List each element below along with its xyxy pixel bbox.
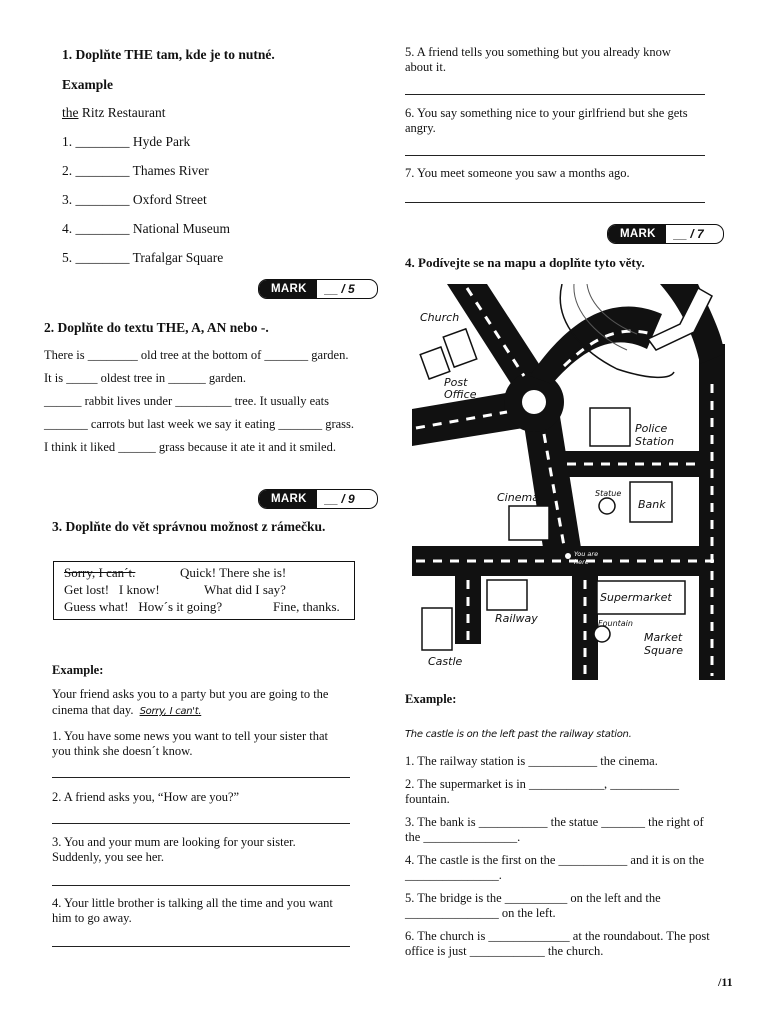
ex1-heading: 1. Doplňte THE tam, kde je to nutné. [62, 47, 275, 62]
ex3-item-2-line-1: 2. A friend asks you, “How are you?” [52, 790, 240, 804]
ex3-item-5-line-2: about it. [405, 60, 446, 74]
phrase-fine: Fine, thanks. [273, 599, 340, 614]
label-you-are-here-1: You are [574, 550, 599, 558]
road-middle [562, 451, 707, 477]
ex3-item-7-line-1: 7. You meet someone you saw a months ago. [405, 166, 630, 180]
you-are-here-icon [565, 553, 571, 559]
ex4-example-answer: The castle is on the left past the railway station. [405, 729, 632, 740]
label-cinema: Cinema [497, 491, 539, 504]
ex4-item-3-line-2: the _______________. [405, 830, 521, 844]
answer-line[interactable] [52, 777, 350, 778]
ex3-item-5-line-1: 5. A friend tells you something but you already know [405, 45, 671, 59]
phrase-sorry: Sorry, I can´t. [64, 565, 136, 580]
label-market-1: Market [644, 631, 683, 644]
label-bank: Bank [638, 498, 666, 511]
ex1-item-1: 1. ________ Hyde Park [62, 134, 191, 149]
ex3-heading: 3. Doplňte do vět správnou možnost z rámečku. [52, 519, 326, 534]
label-church: Church [420, 311, 460, 324]
label-railway: Railway [495, 612, 538, 625]
mark-label: MARK [259, 490, 317, 508]
ex1-item-4: 4. ________ National Museum [62, 221, 230, 236]
ex3-example-text-2-span: cinema that day. [52, 703, 134, 717]
phrase-guess: Guess what! How´s it going? [64, 599, 223, 614]
ex2-line-1: There is ________ old tree at the bottom of _______ garden. [44, 348, 349, 362]
ex3-mark-badge [607, 224, 724, 244]
ex3-item-3-line-2: Suddenly, you see her. [52, 850, 165, 864]
police-station-building [590, 408, 630, 446]
ex3-item-6-line-1: 6. You say something nice to your girlfriend but she gets [405, 106, 688, 120]
ex3-item-1-line-2: you think she doesn´t know. [52, 744, 193, 758]
ex4-item-2-line-2: fountain. [405, 792, 450, 806]
answer-line[interactable] [52, 823, 350, 824]
ex4-heading: 4. Podívejte se na mapu a doplňte tyto věty. [405, 255, 645, 270]
ex1-item-2: 2. ________ Thames River [62, 163, 209, 178]
label-castle: Castle [428, 655, 463, 668]
ex3-phrase-box [53, 561, 355, 620]
ex3-item-1-line-1: 1. You have some news you want to tell your sister that [52, 729, 329, 743]
ex1-example [62, 105, 165, 121]
label-fountain: Fountain [598, 619, 633, 628]
label-police-2: Station [635, 435, 675, 448]
ex2-line-2: It is _____ oldest tree in ______ garden. [44, 371, 247, 385]
ex4-example-label: Example: [405, 692, 457, 706]
ex3-example-text-1: Your friend asks you to a party but you are going to the [52, 687, 329, 701]
label-post-office-2: Office [444, 388, 477, 401]
cinema-building [509, 506, 549, 540]
answer-line[interactable] [52, 885, 350, 886]
ex3-item-3-line-1: 3. You and your mum are looking for your sister. [52, 835, 296, 849]
ex4-item-4-line-2: _______________. [405, 868, 502, 882]
ex1-example-article: the [62, 105, 79, 120]
label-you-are-here-2: here [574, 558, 589, 566]
ex3-example-label: Example: [52, 663, 104, 677]
castle-building [422, 608, 452, 650]
answer-line[interactable] [52, 946, 350, 947]
ex2-heading: 2. Doplňte do textu THE, A, AN nebo -. [44, 320, 269, 335]
ex3-item-4-line-1: 4. Your little brother is talking all the time and you want [52, 896, 333, 910]
label-statue: Statue [595, 489, 622, 498]
road-north-east [530, 307, 662, 384]
answer-line[interactable] [405, 155, 705, 156]
ex3-item-6-line-2: angry. [405, 121, 436, 135]
ex4-item-5-line-2: _______________ on the left. [405, 906, 556, 920]
road-south [572, 576, 598, 680]
phrase-what-did: What did I say? [204, 582, 286, 597]
ex2-mark-badge [258, 489, 378, 509]
mark-value: __ / 5 [324, 282, 355, 296]
total-score: /11 [718, 975, 733, 989]
ex2-line-5: I think it liked ______ grass because it ate it and it smiled. [44, 440, 336, 454]
ex1-item-3: 3. ________ Oxford Street [62, 192, 207, 207]
ex4-item-5-line-1: 5. The bridge is the __________ on the left and the [405, 891, 661, 905]
label-post-office-1: Post [444, 376, 468, 389]
ex4-item-6-line-2: office is just ____________ the church. [405, 944, 604, 958]
ex4-item-3-line-1: 3. The bank is ___________ the statue _______ the right of [405, 815, 704, 829]
ex2-line-4: _______ carrots but last week we say it eating _______ grass. [44, 417, 355, 431]
label-police-1: Police [635, 422, 668, 435]
phrase-get-lost: Get lost! I know! [64, 582, 160, 597]
answer-line[interactable] [405, 202, 705, 203]
railway-building [487, 580, 527, 610]
ex1-example-label: Example [62, 77, 114, 92]
ex1-mark-badge [258, 279, 378, 299]
ex1-example-rest: Ritz Restaurant [78, 105, 166, 120]
answer-line[interactable] [405, 94, 705, 95]
ex2-line-3: ______ rabbit lives under _________ tree. It usually eats [44, 394, 330, 408]
mark-label: MARK [608, 225, 666, 243]
label-market-2: Square [644, 644, 683, 657]
statue-icon [599, 498, 615, 514]
label-supermarket: Supermarket [600, 591, 672, 604]
mark-label: MARK [259, 280, 317, 298]
ex3-example-answer: Sorry, I can't. [139, 706, 202, 717]
mark-value: __ / 9 [324, 492, 355, 506]
ex4-item-1: 1. The railway station is ___________ the cinema. [405, 754, 658, 768]
ex3-item-4-line-2: him to go away. [52, 911, 132, 925]
post-office-building [420, 347, 450, 379]
ex4-item-6-line-1: 6. The church is _____________ at the roundabout. The post [405, 929, 710, 943]
ex4-item-4-line-1: 4. The castle is the first on the ___________ and it is on the [405, 853, 705, 867]
mark-value: __ / 7 [673, 227, 704, 241]
ex3-example-text-2 [52, 703, 201, 719]
phrase-quick: Quick! There she is! [180, 565, 287, 580]
church-building [443, 329, 476, 367]
ex1-item-5: 5. ________ Trafalgar Square [62, 250, 224, 265]
town-map [412, 284, 728, 680]
fountain-icon [594, 626, 610, 642]
ex4-item-2-line-1: 2. The supermarket is in ____________, ___________ [405, 777, 680, 791]
